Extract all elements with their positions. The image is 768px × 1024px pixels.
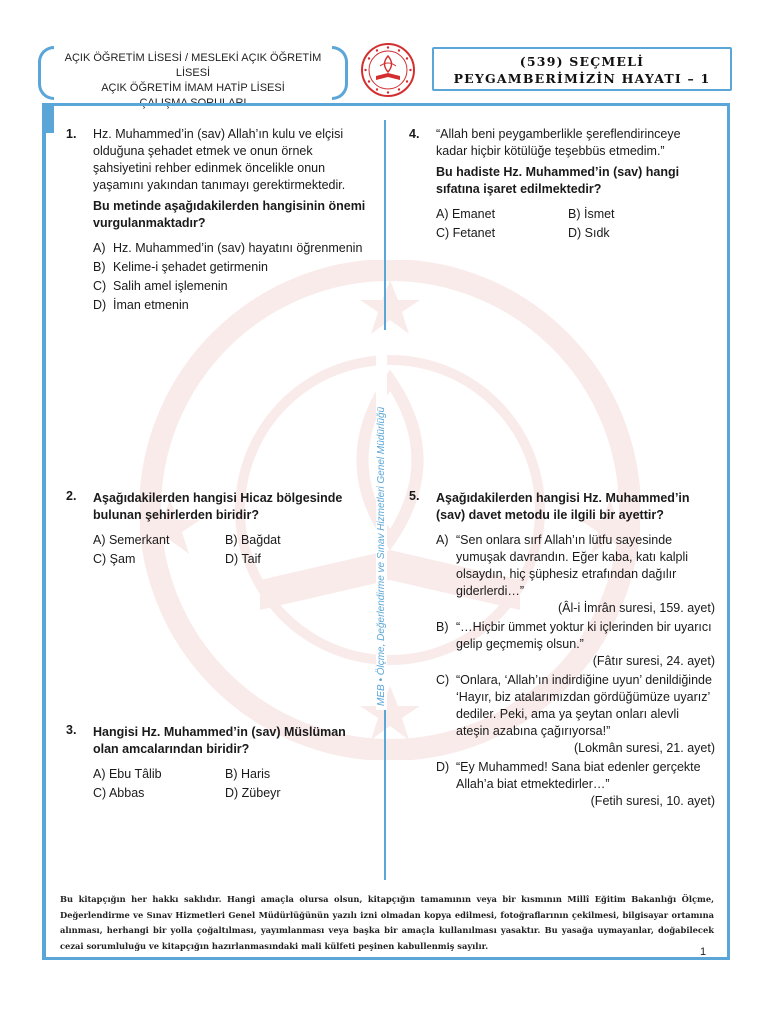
option-a[interactable] xyxy=(93,240,372,257)
option-list xyxy=(93,240,372,314)
option-c[interactable]: C) Fetanet xyxy=(436,226,496,240)
option-a[interactable]: A) Emanet xyxy=(436,207,496,221)
option-c[interactable]: C) Şam xyxy=(93,552,136,566)
option-text: “Ey Muhammed! Sana biat edenler gerçekte Allah’a biat etmektedirler…” xyxy=(456,760,701,791)
question-5 xyxy=(409,488,715,812)
option-text: “…Hiçbir ümmet yoktur ki içlerinden bir uyarıcı gelip geçmemiş olsun.” xyxy=(456,620,712,651)
question-prompt: Bu hadiste Hz. Muhammed’in (sav) hangi sıfatına işaret edilmektedir? xyxy=(436,165,680,196)
option-source: (Âl-i İmrân suresi, 159. ayet) xyxy=(558,601,715,615)
question-4 xyxy=(409,126,715,242)
option-d[interactable]: D) Zübeyr xyxy=(225,786,281,800)
option-b[interactable] xyxy=(436,619,715,670)
option-text: İman etmenin xyxy=(113,298,189,312)
question-2 xyxy=(66,488,372,568)
option-letter: C) xyxy=(93,279,107,293)
option-letter: B) xyxy=(93,260,106,274)
page-number: 1 xyxy=(700,946,707,958)
option-d[interactable] xyxy=(436,759,715,810)
question-number: 4. xyxy=(409,127,420,141)
copyright-notice: Bu kitapçığın her hakkı saklıdır. Hangi amaçla olursa olsun, kitapçığın tamamının veya bir kısmının Millî Eğitim Bakanlığı Ölçme, Değerlendirme ve Sınav Hizmetleri Genel Müdürlüğünün yazılı izni olmadan kopya edilmesi, fotoğraflarının çekilmesi, bilgisayar ortamına alınması, herhangi bir yolla çoğaltılması, yayımlanması veya başka bir amaçla kullanılması yasaktır. Bu yasağa uymayanlar, doğabilecek cezai sorumluluğu ve kitapçığın hazırlanmasındaki mali külfeti peşinen kabullenmiş sayılır. xyxy=(60,894,714,951)
option-letter: D) xyxy=(93,298,107,312)
option-grid xyxy=(93,532,372,568)
option-c[interactable]: C) Abbas xyxy=(93,786,145,800)
option-letter: A) xyxy=(93,241,106,255)
option-text: Kelime-i şehadet getirmenin xyxy=(113,260,268,274)
frame-bottom xyxy=(42,957,730,960)
option-c[interactable] xyxy=(436,672,715,757)
course-title xyxy=(432,47,732,91)
question-text: Hz. Muhammed’in (sav) Allah’ın kulu ve elçisi olduğuna şehadet etmek ve onun örnek şahsiyetini rehber edinmek öncelikle onun yaşamını yakından tanımayı gerektirmektedir. xyxy=(93,127,346,192)
question-number: 1. xyxy=(66,127,77,141)
option-b[interactable] xyxy=(93,259,372,276)
question-prompt: Hangisi Hz. Muhammed’in (sav) Müslüman olan amcalarından biridir? xyxy=(93,725,346,756)
institution-line-1: AÇIK ÖĞRETİM LİSESİ / MESLEKİ AÇIK ÖĞRETİM LİSESİ xyxy=(64,52,322,79)
question-prompt: Bu metinde aşağıdakilerden hangisinin önemi vurgulanmaktadır? xyxy=(93,199,366,230)
frame-top xyxy=(42,103,730,106)
question-number: 3. xyxy=(66,723,77,737)
question-number: 5. xyxy=(409,489,420,503)
option-letter: D) xyxy=(436,760,450,774)
option-text: Hz. Muhammed’in (sav) hayatını öğrenmenin xyxy=(113,241,363,255)
institution-line-2: AÇIK ÖĞRETİM İMAM HATİP LİSESİ xyxy=(101,82,285,94)
option-source: (Fetih suresi, 10. ayet) xyxy=(590,794,715,808)
option-a[interactable]: A) Ebu Tâlib xyxy=(93,767,162,781)
question-prompt: Aşağıdakilerden hangisi Hz. Muhammed’in (sav) davet metodu ile ilgili bir ayettir? xyxy=(436,491,690,522)
course-title-line-2: PEYGAMBERİMİZİN HAYATI – 1 xyxy=(453,71,711,86)
frame-left xyxy=(42,103,46,960)
question-3 xyxy=(66,722,372,802)
option-text: “Sen onlara sırf Allah’ın lütfu sayesinde yumuşak davrandın. Eğer kaba, katı kalpli olsaydın, hiç şüphesiz etrafından dağılır giderlerdi…” xyxy=(456,533,689,598)
option-grid xyxy=(436,206,715,242)
option-grid xyxy=(93,766,372,802)
option-b[interactable]: B) Bağdat xyxy=(225,533,281,547)
institution-lines xyxy=(54,51,332,111)
option-list xyxy=(436,532,715,810)
frame-right xyxy=(727,103,730,960)
option-d[interactable] xyxy=(93,297,372,314)
option-letter: C) xyxy=(436,673,450,687)
option-d[interactable]: D) Sıdk xyxy=(568,226,610,240)
option-a[interactable] xyxy=(436,532,715,617)
question-prompt: Aşağıdakilerden hangisi Hicaz bölgesinde bulunan şehirlerden biridir? xyxy=(93,491,343,522)
left-bracket xyxy=(38,46,54,100)
question-text: “Allah beni peygamberlikle şereflendirinceye kadar hiçbir kötülüğe teşebbüs etmedim.” xyxy=(436,127,681,158)
option-source: (Fâtır suresi, 24. ayet) xyxy=(592,654,715,668)
option-text: Salih amel işlemenin xyxy=(113,279,228,293)
question-number: 2. xyxy=(66,489,77,503)
option-letter: B) xyxy=(436,620,449,634)
option-d[interactable]: D) Taif xyxy=(225,552,261,566)
sidebar-vertical-text: MEB • Ölçme, Değerlendirme ve Sınav Hizmetleri Genel Müdürlüğü xyxy=(376,330,387,710)
option-b[interactable]: B) Haris xyxy=(225,767,271,781)
meb-logo-icon xyxy=(360,42,416,98)
option-b[interactable]: B) İsmet xyxy=(568,207,615,221)
right-bracket xyxy=(332,46,348,100)
question-1 xyxy=(66,126,372,316)
frame-corner xyxy=(42,103,54,133)
course-title-line-1: (539) SEÇMELİ xyxy=(519,54,645,69)
option-letter: A) xyxy=(436,533,449,547)
option-a[interactable]: A) Semerkant xyxy=(93,533,170,547)
institution-header xyxy=(38,46,348,104)
option-text: “Onlara, ‘Allah’ın indirdiğine uyun’ denildiğinde ‘Hayır, biz atalarımızdan gördüğümüze uyarız’ dediler. Peki, ama ya şeytan onları alevli ateşin azabına çağırıyorsa!” xyxy=(456,673,712,738)
option-source: (Lokmân suresi, 21. ayet) xyxy=(573,741,715,755)
option-c[interactable] xyxy=(93,278,372,295)
